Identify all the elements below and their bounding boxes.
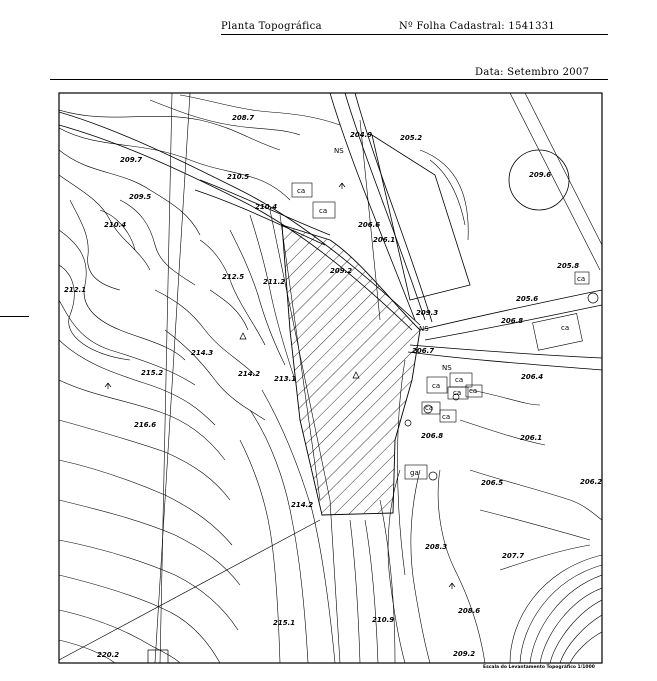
elevation-label: 205.8	[557, 262, 580, 270]
building-label: ca	[453, 389, 462, 397]
elevation-label: 206.1	[520, 434, 543, 442]
building-label: ca	[577, 275, 586, 283]
elevation-label: 209.2	[453, 650, 476, 658]
elevation-label: 209.5	[129, 193, 152, 201]
elevation-label: 210.5	[227, 173, 250, 181]
building-east	[533, 314, 583, 351]
elevation-label: 214.3	[191, 349, 214, 357]
elevation-label: 206.4	[521, 373, 544, 381]
ns-label: NS	[419, 325, 429, 333]
elevation-label: 208.6	[458, 607, 481, 615]
elevation-label: 209.2	[330, 267, 353, 275]
circular-feature	[509, 150, 569, 210]
elevation-label: 207.7	[502, 552, 525, 560]
elevation-label: 212.1	[64, 286, 87, 294]
elevation-label: 205.6	[516, 295, 539, 303]
elevation-label: 214.2	[238, 370, 261, 378]
elevation-label: 204.9	[350, 131, 373, 139]
building-label: ca	[561, 324, 570, 332]
elevation-label: 206.7	[412, 347, 435, 355]
elevation-label: 208.3	[425, 543, 448, 551]
elevation-label: 213.1	[274, 375, 297, 383]
building-label: ca	[319, 207, 328, 215]
elevation-label: 206.8	[501, 317, 524, 325]
elevation-label: 209.3	[416, 309, 439, 317]
elevation-label: 206.2	[580, 478, 603, 486]
elevation-label: 215.1	[273, 619, 296, 627]
survey-date: Data: Setembro 2007	[475, 67, 590, 78]
elevation-label: 209.7	[120, 156, 143, 164]
map-title: Planta Topográfica	[221, 21, 322, 32]
elevation-label: 208.7	[232, 114, 255, 122]
ns-label: NS	[442, 364, 452, 372]
building-label: ca	[442, 413, 451, 421]
cadastral-sheet-number: Nº Folha Cadastral: 1541331	[399, 21, 556, 32]
building-label: ca	[432, 382, 441, 390]
elevation-label: 206.8	[421, 432, 444, 440]
elevation-label: 205.2	[400, 134, 423, 142]
survey-scale-note: Escala do Levantamento Topográfico 1/1000	[483, 665, 595, 670]
building-label: ca	[469, 387, 478, 395]
elevation-label: 214.2	[291, 501, 314, 509]
elevation-label: 220.2	[97, 651, 120, 659]
elevation-label: 206.6	[358, 221, 381, 229]
elevation-label: 210.9	[372, 616, 395, 624]
elevation-label: 209.6	[529, 171, 552, 179]
elevation-label: 215.2	[141, 369, 164, 377]
building-large	[372, 135, 470, 300]
elevation-label: 210.4	[255, 203, 278, 211]
building-label: ca	[425, 404, 434, 412]
building-label: ca	[297, 187, 306, 195]
elevation-label: 216.6	[134, 421, 157, 429]
building-label: ga	[410, 469, 419, 477]
elevation-label: 212.5	[222, 273, 245, 281]
building-label: ca	[455, 376, 464, 384]
elevation-label: 206.5	[481, 479, 504, 487]
elevation-label: 210.4	[104, 221, 127, 229]
mound-contours	[510, 555, 602, 663]
elevation-label: 211.2	[263, 278, 286, 286]
elevation-label: 206.1	[373, 236, 396, 244]
ns-label: NS	[334, 147, 344, 155]
grid-marker	[148, 650, 168, 663]
